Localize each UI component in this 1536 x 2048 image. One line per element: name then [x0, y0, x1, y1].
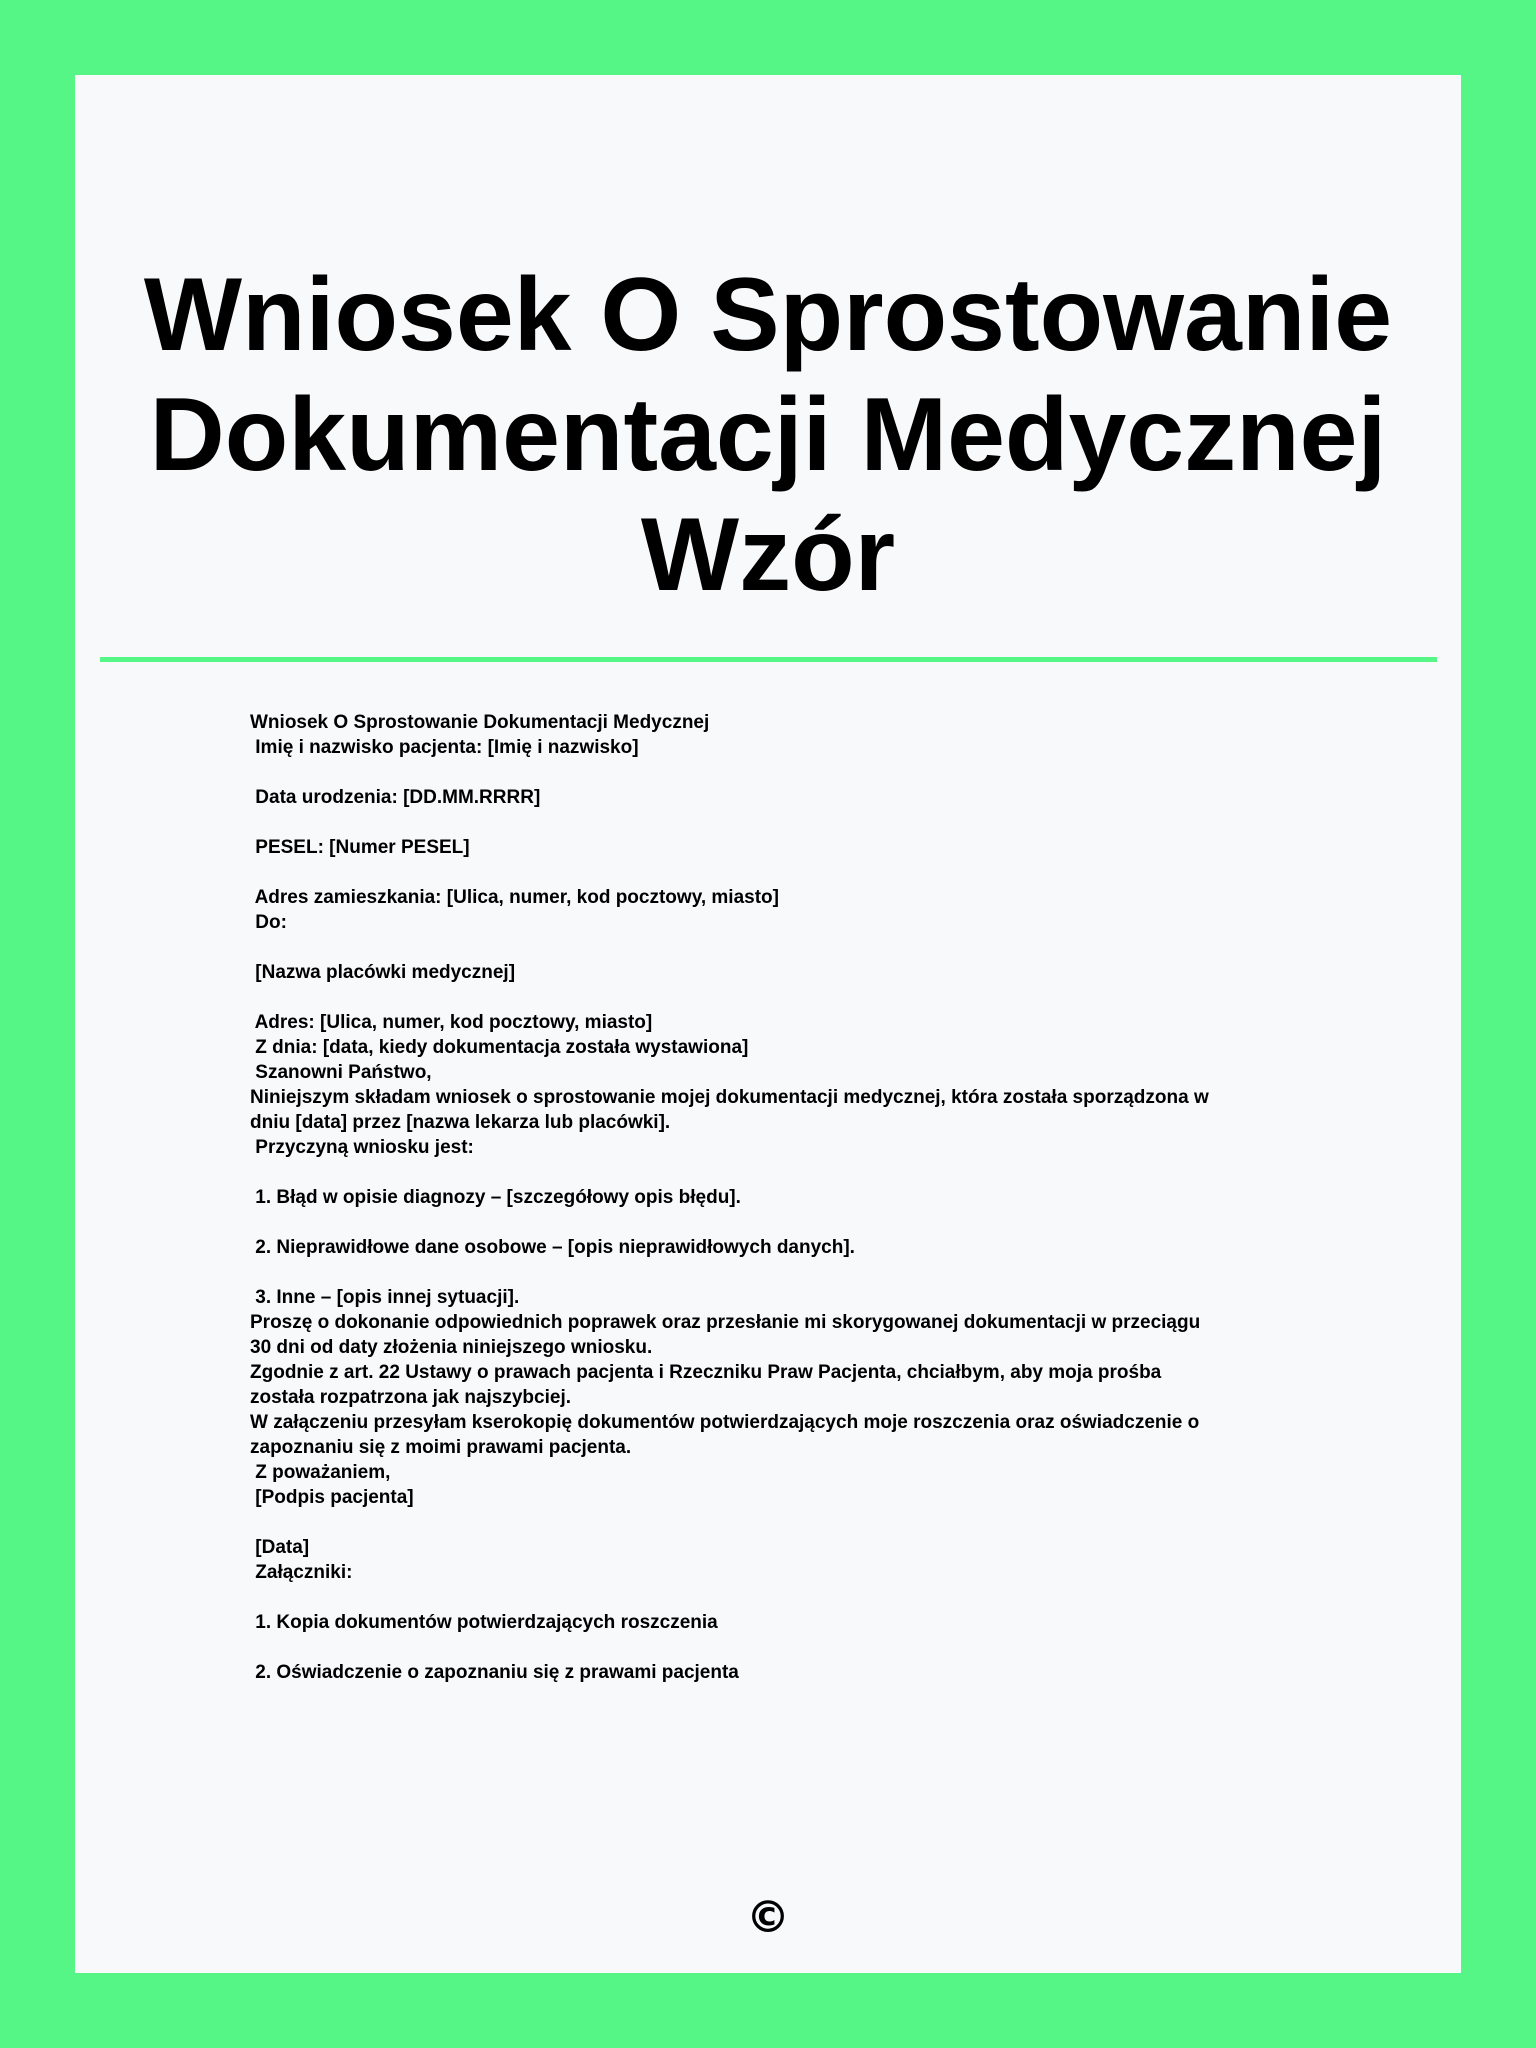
- body-line: [Data]: [250, 1537, 310, 1558]
- body-line: [250, 860, 1350, 885]
- body-line: Proszę o dokonanie odpowiednich poprawek oraz przesłanie mi skorygowanej dokumentacji w przeciągu: [250, 1312, 1201, 1333]
- body-line: 3. Inne – [opis innej sytuacji].: [250, 1287, 520, 1308]
- body-line: 2. Oświadczenie o zapoznaniu się z prawami pacjenta: [250, 1662, 739, 1683]
- body-line: W załączeniu przesyłam kserokopię dokumentów potwierdzających moje roszczenia oraz oświadczenie o: [250, 1412, 1200, 1433]
- body-line: Zgodnie z art. 22 Ustawy o prawach pacjenta i Rzeczniku Praw Pacjenta, chciałbym, aby moja prośba: [250, 1362, 1162, 1383]
- title-divider: [100, 657, 1437, 662]
- document-body: [250, 710, 1350, 1685]
- body-line: Szanowni Państwo,: [250, 1062, 432, 1083]
- body-line: 2. Nieprawidłowe dane osobowe – [opis nieprawidłowych danych].: [250, 1237, 855, 1258]
- title-line-1: Wniosek O Sprostowanie: [143, 257, 1393, 373]
- body-line: Z poważaniem,: [250, 1462, 391, 1483]
- body-line: zapoznaniu się z moimi prawami pacjenta.: [250, 1437, 632, 1458]
- body-line: [250, 760, 1350, 785]
- body-line: 30 dni od daty złożenia niniejszego wniosku.: [250, 1337, 653, 1358]
- body-line: PESEL: [Numer PESEL]: [250, 837, 470, 858]
- copyright-icon: ©: [746, 1892, 790, 1943]
- body-line: [Nazwa placówki medycznej]: [250, 962, 516, 983]
- body-line: [250, 810, 1350, 835]
- body-line: dniu [data] przez [nazwa lekarza lub placówki].: [250, 1112, 671, 1133]
- title-line-2: Dokumentacji Medycznej: [149, 377, 1387, 493]
- body-line: Wniosek O Sprostowanie Dokumentacji Medycznej: [250, 712, 710, 733]
- body-line: [250, 935, 1350, 960]
- body-line: [250, 1635, 1350, 1660]
- body-line: Adres: [Ulica, numer, kod pocztowy, miasto]: [250, 1012, 653, 1033]
- body-line: Załączniki:: [250, 1562, 353, 1583]
- title-line-3: Wzór: [640, 497, 896, 613]
- body-line: została rozpatrzona jak najszybciej.: [250, 1387, 571, 1408]
- document-page: [75, 75, 1461, 1973]
- body-line: [250, 1210, 1350, 1235]
- body-line: 1. Kopia dokumentów potwierdzających roszczenia: [250, 1612, 718, 1633]
- body-line: Przyczyną wniosku jest:: [250, 1137, 474, 1158]
- body-line: Imię i nazwisko pacjenta: [Imię i nazwisko]: [250, 737, 639, 758]
- body-line: [Podpis pacjenta]: [250, 1487, 414, 1508]
- body-line: [250, 985, 1350, 1010]
- body-line: Do:: [250, 912, 287, 933]
- body-line: [250, 1585, 1350, 1610]
- body-line: 1. Błąd w opisie diagnozy – [szczegółowy opis błędu].: [250, 1187, 741, 1208]
- body-line: [250, 1510, 1350, 1535]
- body-line: Niniejszym składam wniosek o sprostowanie mojej dokumentacji medycznej, która została sporządzona w: [250, 1087, 1209, 1108]
- body-line: Adres zamieszkania: [Ulica, numer, kod pocztowy, miasto]: [250, 887, 779, 908]
- document-title: [115, 255, 1421, 615]
- body-line: Data urodzenia: [DD.MM.RRRR]: [250, 787, 541, 808]
- body-line: Z dnia: [data, kiedy dokumentacja została wystawiona]: [250, 1037, 749, 1058]
- body-line: [250, 1260, 1350, 1285]
- body-line: [250, 1160, 1350, 1185]
